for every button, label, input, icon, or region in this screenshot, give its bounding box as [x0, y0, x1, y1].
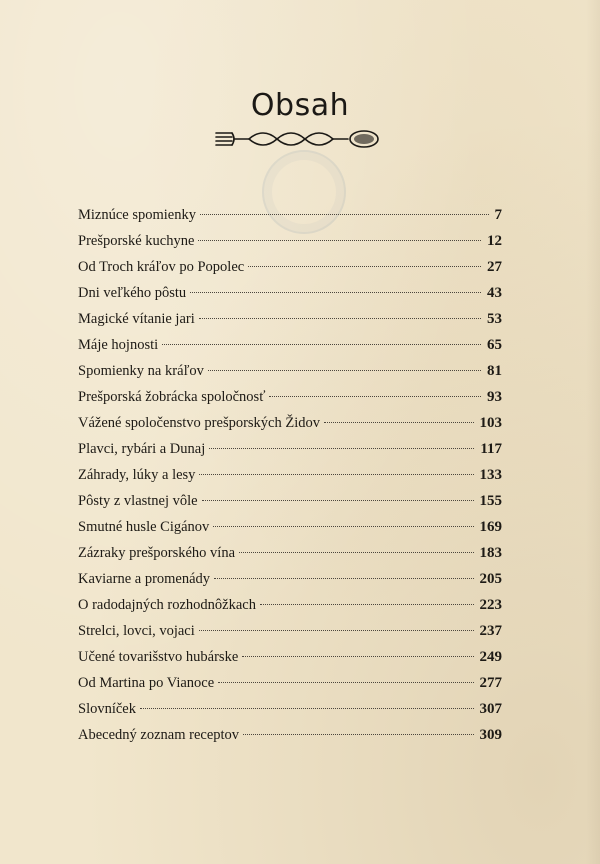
- toc-item-title: Spomienky na kráľov: [78, 363, 204, 379]
- toc-item[interactable]: [78, 540, 502, 566]
- toc-item[interactable]: [78, 306, 502, 332]
- dot-leader: [269, 396, 481, 397]
- dot-leader: [140, 708, 474, 709]
- toc-item-title: Prešporské kuchyne: [78, 233, 195, 249]
- toc-item-page: 169: [479, 519, 502, 535]
- dot-leader: [198, 240, 481, 241]
- toc-item[interactable]: [78, 488, 502, 514]
- toc-item-page: 43: [487, 285, 502, 301]
- dot-leader: [208, 370, 481, 371]
- toc-item-page: 249: [479, 649, 502, 665]
- toc-item-title: Abecedný zoznam receptov: [78, 727, 240, 743]
- toc-item-page: 309: [479, 727, 502, 743]
- toc-item[interactable]: [78, 566, 502, 592]
- toc-item-title: Plavci, rybári a Dunaj: [78, 441, 206, 457]
- toc-item-page: 81: [487, 363, 502, 379]
- dot-leader: [239, 552, 473, 553]
- toc-item-title: Od Martina po Vianoce: [78, 675, 215, 691]
- toc-item[interactable]: [78, 384, 502, 410]
- toc-item[interactable]: [78, 436, 502, 462]
- dot-leader: [199, 474, 473, 475]
- dot-leader: [242, 656, 473, 657]
- dot-leader: [202, 500, 474, 501]
- page-title: Obsah: [250, 88, 350, 123]
- dot-leader: [243, 734, 473, 735]
- toc-item[interactable]: [78, 332, 502, 358]
- toc-item-page: 7: [494, 207, 502, 223]
- toc-item-page: 183: [479, 545, 502, 561]
- toc-item-page: 307: [479, 701, 502, 717]
- toc-item[interactable]: [78, 462, 502, 488]
- dot-leader: [214, 578, 473, 579]
- toc-item-title: Od Troch kráľov po Popolec: [78, 259, 245, 275]
- toc-item-page: 53: [487, 311, 502, 327]
- toc-item-page: 155: [479, 493, 502, 509]
- toc-item[interactable]: [78, 280, 502, 306]
- toc-item[interactable]: [78, 618, 502, 644]
- toc-item-page: 93: [487, 389, 502, 405]
- toc-item-title: Slovníček: [78, 701, 136, 717]
- dot-leader: [213, 526, 473, 527]
- toc-item[interactable]: [78, 254, 502, 280]
- toc-item-page: 65: [487, 337, 502, 353]
- toc-item-page: 237: [479, 623, 502, 639]
- table-of-contents: [78, 202, 502, 748]
- toc-item-title: Smutné husle Cigánov: [78, 519, 210, 535]
- dot-leader: [209, 448, 474, 449]
- toc-item[interactable]: [78, 202, 502, 228]
- toc-item-title: Strelci, lovci, vojaci: [78, 623, 195, 639]
- dot-leader: [324, 422, 473, 423]
- toc-item-title: Magické vítanie jari: [78, 311, 195, 327]
- dot-leader: [190, 292, 481, 293]
- toc-item[interactable]: [78, 696, 502, 722]
- toc-item[interactable]: [78, 514, 502, 540]
- toc-item-page: 27: [487, 259, 502, 275]
- fork-spoon-ornament-icon: [214, 124, 386, 154]
- dot-leader: [162, 344, 481, 345]
- toc-item-page: 117: [480, 441, 502, 457]
- toc-item[interactable]: [78, 722, 502, 748]
- toc-item-page: 133: [479, 467, 502, 483]
- dot-leader: [248, 266, 481, 267]
- toc-item-title: Kaviarne a promenády: [78, 571, 211, 587]
- toc-item-page: 277: [479, 675, 502, 691]
- toc-item-title: Učené tovarišstvo hubárske: [78, 649, 239, 665]
- toc-item-title: Dni veľkého pôstu: [78, 285, 187, 301]
- toc-item-page: 223: [479, 597, 502, 613]
- toc-item[interactable]: [78, 670, 502, 696]
- toc-item[interactable]: [78, 410, 502, 436]
- toc-item-title: Prešporská žobrácka spoločnosť: [78, 389, 266, 405]
- toc-item-title: Vážené spoločenstvo prešporských Židov: [78, 415, 321, 431]
- toc-item-page: 205: [479, 571, 502, 587]
- dot-leader: [218, 682, 473, 683]
- toc-item-page: 12: [487, 233, 502, 249]
- toc-item-title: Záhrady, lúky a lesy: [78, 467, 196, 483]
- toc-item[interactable]: [78, 644, 502, 670]
- toc-item[interactable]: [78, 358, 502, 384]
- toc-item[interactable]: [78, 228, 502, 254]
- toc-item[interactable]: [78, 592, 502, 618]
- toc-item-title: Pôsty z vlastnej vôle: [78, 493, 198, 509]
- toc-item-title: Miznúce spomienky: [78, 207, 196, 223]
- toc-item-title: O radodajných rozhodnôžkach: [78, 597, 256, 613]
- dot-leader: [199, 630, 474, 631]
- dot-leader: [200, 214, 489, 215]
- dot-leader: [199, 318, 481, 319]
- dot-leader: [260, 604, 474, 605]
- toc-item-title: Máje hojnosti: [78, 337, 159, 353]
- toc-item-page: 103: [479, 415, 502, 431]
- toc-item-title: Zázraky prešporského vína: [78, 545, 236, 561]
- page-edge-shadow: [586, 0, 600, 864]
